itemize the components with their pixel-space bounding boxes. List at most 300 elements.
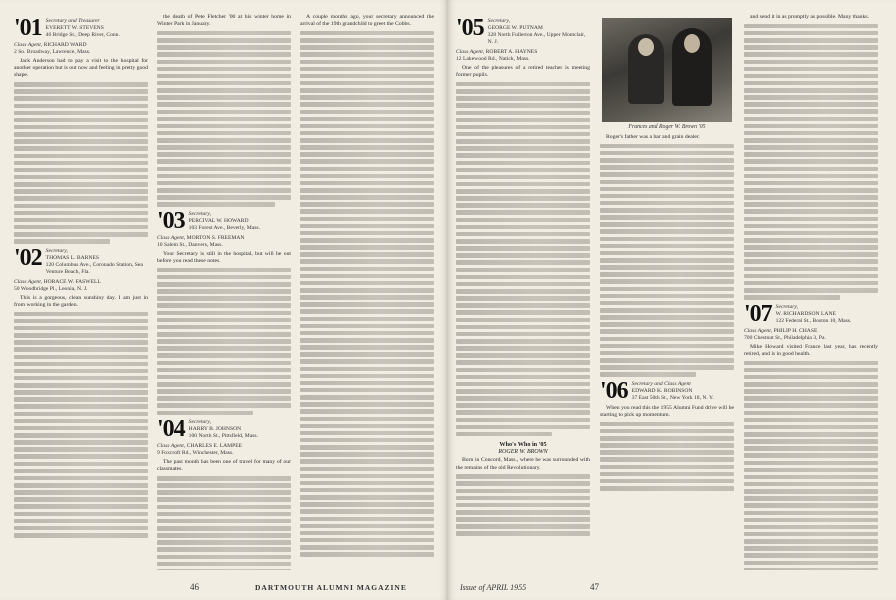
- text-line: [600, 279, 734, 284]
- text-line: [456, 303, 590, 308]
- text-line: [157, 52, 291, 57]
- text-line: [14, 483, 148, 488]
- text-line: [300, 88, 434, 93]
- text-line: [456, 410, 590, 415]
- text-line: [14, 426, 148, 431]
- text-line: [456, 489, 590, 494]
- text-line: [600, 144, 734, 149]
- class-number: '03: [157, 207, 185, 234]
- text-line: [157, 81, 291, 86]
- text-line: [157, 562, 291, 567]
- text-line: [14, 504, 148, 509]
- text-line: [157, 332, 291, 337]
- class-number: '04: [157, 416, 185, 443]
- secretary-address: 120 Columbus Ave., Coronado Station, Sea Venture Beach, Fla.: [45, 261, 143, 275]
- text-line: [300, 195, 434, 200]
- text-line: [14, 204, 148, 209]
- text-line: [157, 174, 291, 179]
- text-line: [456, 225, 590, 230]
- text-line: [157, 361, 291, 366]
- class-number: '07: [744, 300, 772, 327]
- text-line: [744, 568, 878, 570]
- text-line: [456, 132, 590, 137]
- text-line: [14, 369, 148, 374]
- text-line: [157, 31, 291, 36]
- text-line: [600, 294, 734, 299]
- agent-label: Class Agent,: [157, 443, 186, 450]
- text-line: [14, 211, 148, 216]
- text-line: [456, 139, 590, 144]
- agent-label: Class Agent,: [14, 278, 43, 285]
- text-line: [456, 339, 590, 344]
- text-line: [600, 151, 734, 156]
- text-line: [600, 308, 734, 313]
- text-line: [744, 539, 878, 544]
- text-line: [600, 187, 734, 192]
- text-line: [300, 331, 434, 336]
- text-line: [157, 74, 291, 79]
- text-line: [14, 347, 148, 352]
- text-line: [157, 325, 291, 330]
- text-line: [300, 517, 434, 522]
- text-line: [157, 318, 291, 323]
- class-header-02: [14, 244, 148, 276]
- class-number: '01: [14, 15, 42, 41]
- text-line: [456, 425, 590, 430]
- text-line: [744, 102, 878, 107]
- text-line: [300, 52, 434, 57]
- text-line: [744, 217, 878, 222]
- agent-label: Class Agent,: [157, 234, 186, 241]
- portrait-photo: [602, 18, 732, 122]
- face-man: [684, 34, 700, 53]
- text-line: [456, 531, 590, 536]
- text-line: [157, 195, 291, 200]
- text-line: [300, 274, 434, 279]
- photo-caption: Frances and Roger W. Brown '05: [628, 124, 706, 130]
- text-line: [14, 326, 148, 331]
- text-line: [157, 497, 291, 502]
- text-line: [300, 409, 434, 414]
- text-line: [300, 395, 434, 400]
- right-column-3: [744, 14, 878, 570]
- text-line: [600, 472, 734, 477]
- text-line: [456, 168, 590, 173]
- text-line: [456, 360, 590, 365]
- secretary-name: EVERETT W. STEVENS: [45, 25, 104, 31]
- text-line: [744, 45, 878, 50]
- body-paragraph: Your Secretary is still in the hospital, but will be out before you read these notes.: [157, 250, 291, 264]
- text-line: [157, 303, 291, 308]
- text-line: [157, 268, 291, 273]
- text-line: [14, 383, 148, 388]
- text-line: [300, 467, 434, 472]
- text-line: [300, 488, 434, 493]
- text-line: [157, 181, 291, 186]
- text-line: [456, 332, 590, 337]
- text-line: [14, 196, 148, 201]
- text-line: [600, 450, 734, 455]
- text-line: [744, 361, 878, 366]
- agent-label: Class Agent,: [456, 49, 485, 55]
- text-line: [744, 124, 878, 129]
- body-paragraph: When you read this the 1955 Alumni Fund drive will be starting to pick up momentum.: [600, 404, 734, 418]
- class-header-01: [14, 15, 148, 41]
- text-line: [300, 60, 434, 65]
- text-line: [456, 182, 590, 187]
- text-line: [456, 310, 590, 315]
- text-line: [300, 209, 434, 214]
- secretary-name: PERCIVAL W. HOWARD: [188, 217, 249, 224]
- text-line: [300, 159, 434, 164]
- text-line: [456, 296, 590, 301]
- text-line: [14, 232, 148, 237]
- text-line: [14, 433, 148, 438]
- text-line: [157, 476, 291, 481]
- text-line: [14, 111, 148, 116]
- text-line: [456, 368, 590, 373]
- text-line: [14, 333, 148, 338]
- secretary-role: Secretary,: [188, 210, 211, 217]
- text-line: [300, 424, 434, 429]
- secretary-address: 46 Bridge St., Deep River, Conn.: [45, 32, 120, 38]
- text-line: [744, 482, 878, 487]
- secretary-name: EDWARD K. ROBINSON: [631, 387, 693, 394]
- text-line: [14, 412, 148, 417]
- text-line: [157, 124, 291, 129]
- text-line: [14, 225, 148, 230]
- right-column-2: [600, 14, 734, 570]
- text-line: [14, 239, 110, 244]
- secretary-name: THOMAS L. BARNES: [45, 254, 99, 261]
- text-line: [157, 117, 291, 122]
- text-line: [744, 461, 878, 466]
- text-line: [744, 74, 878, 79]
- text-line: [744, 67, 878, 72]
- text-line: [157, 131, 291, 136]
- text-line: [300, 367, 434, 372]
- text-line: [744, 24, 878, 29]
- text-line: [14, 490, 148, 495]
- text-line: [14, 154, 148, 159]
- text-line: [300, 181, 434, 186]
- text-line: [300, 452, 434, 457]
- text-line: [744, 238, 878, 243]
- text-line: [456, 268, 590, 273]
- secretary-address: 103 Forest Ave., Beverly, Mass.: [188, 224, 260, 231]
- text-line: [14, 161, 148, 166]
- text-line: [744, 475, 878, 480]
- text-line: [157, 289, 291, 294]
- class-header-06: [600, 377, 734, 404]
- text-line: [744, 489, 878, 494]
- text-line: [300, 110, 434, 115]
- body-paragraph: and send it in as promptly as possible. Many thanks.: [750, 14, 869, 20]
- text-line: [157, 282, 291, 287]
- text-line: [157, 339, 291, 344]
- text-line: [300, 117, 434, 122]
- text-line: [157, 95, 291, 100]
- text-line: [744, 532, 878, 537]
- text-line: [14, 469, 148, 474]
- text-line: [157, 569, 291, 570]
- text-line: [157, 88, 291, 93]
- secretary-address: 100 North St., Pittsfield, Mass.: [188, 433, 258, 440]
- text-line: [157, 411, 253, 416]
- text-line: [14, 96, 148, 101]
- text-line: [456, 481, 590, 486]
- text-line: [744, 31, 878, 36]
- text-line: [157, 110, 291, 115]
- text-line: [456, 96, 590, 101]
- text-line: [600, 158, 734, 163]
- text-line: [744, 109, 878, 114]
- text-line: [744, 403, 878, 408]
- text-line: [157, 389, 291, 394]
- text-line: [744, 518, 878, 523]
- text-line: [744, 224, 878, 229]
- body-paragraph: Jack Anderson had to pay a visit to the hospital for another operation but is out now and feeling in pretty good shape.: [14, 58, 148, 79]
- text-line: [744, 60, 878, 65]
- text-line: [157, 403, 291, 408]
- text-line: [157, 145, 291, 150]
- text-line: [300, 267, 434, 272]
- text-line: [14, 526, 148, 531]
- text-line: [14, 404, 148, 409]
- text-line: [157, 382, 291, 387]
- text-line: [14, 132, 148, 137]
- agent-label: Class Agent,: [14, 42, 43, 48]
- text-line: [600, 287, 734, 292]
- text-line: [456, 175, 590, 180]
- text-line: [300, 324, 434, 329]
- secretary-role: Secretary and Class Agent: [631, 380, 691, 387]
- text-line: [600, 372, 696, 377]
- class-number: '05: [456, 15, 484, 41]
- text-line: [744, 546, 878, 551]
- text-line: [300, 131, 434, 136]
- text-line: [456, 496, 590, 501]
- text-line: [744, 288, 878, 293]
- agent-address: 700 Chestnut St., Philadelphia 3, Pa.: [744, 334, 826, 341]
- text-line: [744, 553, 878, 558]
- body-paragraph: One of the pleasures of a retired teacher is meeting former pupils.: [456, 65, 590, 79]
- text-line: [744, 159, 878, 164]
- secretary-name: W. RICHARDSON LANE: [775, 310, 836, 317]
- text-line: [300, 302, 434, 307]
- text-line: [14, 512, 148, 517]
- text-line: [456, 275, 590, 280]
- text-line: [300, 167, 434, 172]
- text-line: [14, 189, 148, 194]
- text-line: [157, 346, 291, 351]
- text-line: [157, 159, 291, 164]
- text-line: [744, 425, 878, 430]
- text-line: [300, 388, 434, 393]
- text-line: [300, 402, 434, 407]
- secretary-role: Secretary,: [45, 247, 68, 254]
- text-line: [600, 180, 734, 185]
- text-line: [456, 153, 590, 158]
- text-line: [744, 181, 878, 186]
- text-line: [456, 510, 590, 515]
- text-line: [744, 231, 878, 236]
- secretary-address: 328 North Fullerton Ave., Upper Montclair, N. J.: [487, 32, 586, 45]
- text-line: [600, 358, 734, 363]
- text-line: [744, 396, 878, 401]
- text-line: [14, 447, 148, 452]
- text-line: [744, 382, 878, 387]
- text-line: [14, 104, 148, 109]
- left-column-1: [14, 14, 148, 570]
- text-line: [14, 125, 148, 130]
- text-line: [14, 476, 148, 481]
- text-line: [300, 359, 434, 364]
- secretary-role: Secretary,: [188, 419, 211, 426]
- text-line: [300, 259, 434, 264]
- page-number: 47: [590, 582, 599, 592]
- class-number: '02: [14, 244, 42, 271]
- text-line: [157, 45, 291, 50]
- text-line: [300, 338, 434, 343]
- text-line: [600, 465, 734, 470]
- text-line: [744, 145, 878, 150]
- text-line: [456, 289, 590, 294]
- body-paragraph: A couple months ago, your secretary announced the arrival of the 19th grandchild to greet the Cobbs.: [300, 14, 434, 28]
- text-line: [744, 439, 878, 444]
- text-line: [300, 281, 434, 286]
- text-line: [157, 138, 291, 143]
- text-line: [300, 145, 434, 150]
- text-line: [744, 503, 878, 508]
- text-line: [157, 396, 291, 401]
- text-line: [744, 95, 878, 100]
- text-line: [456, 403, 590, 408]
- text-line: [456, 82, 590, 87]
- text-line: [157, 483, 291, 488]
- text-line: [744, 38, 878, 43]
- text-line: [14, 497, 148, 502]
- text-line: [456, 246, 590, 251]
- text-line: [600, 251, 734, 256]
- text-line: [744, 138, 878, 143]
- text-line: [456, 389, 590, 394]
- class-number: '06: [600, 377, 628, 404]
- text-line: [300, 317, 434, 322]
- agent-name: MORTON S. FREEMAN: [186, 234, 245, 241]
- text-line: [456, 318, 590, 323]
- text-line: [300, 152, 434, 157]
- text-line: [744, 418, 878, 423]
- text-line: [300, 502, 434, 507]
- text-line: [300, 295, 434, 300]
- text-line: [300, 352, 434, 357]
- text-line: [157, 67, 291, 72]
- text-line: [456, 196, 590, 201]
- text-line: [157, 533, 291, 538]
- right-page: [448, 0, 896, 600]
- text-line: [14, 118, 148, 123]
- text-line: [157, 547, 291, 552]
- magazine-title: DARTMOUTH ALUMNI MAGAZINE: [255, 583, 407, 592]
- text-line: [456, 346, 590, 351]
- text-line: [456, 353, 590, 358]
- text-line: [744, 131, 878, 136]
- left-column-2: [157, 14, 291, 570]
- body-paragraph: the death of Pete Fletcher '00 at his winter home in Winter Park in January.: [157, 14, 291, 28]
- agent-address: 2 So. Broadway, Lawrence, Mass.: [14, 49, 91, 55]
- text-line: [157, 512, 291, 517]
- text-line: [300, 531, 434, 536]
- text-line: [14, 454, 148, 459]
- text-line: [14, 146, 148, 151]
- text-line: [300, 174, 434, 179]
- text-line: [14, 139, 148, 144]
- text-line: [300, 374, 434, 379]
- text-line: [14, 362, 148, 367]
- text-line: [157, 490, 291, 495]
- text-line: [600, 486, 734, 491]
- agent-name: RICHARD WARD: [43, 42, 87, 48]
- text-line: [300, 188, 434, 193]
- text-line: [744, 432, 878, 437]
- text-line: [300, 45, 434, 50]
- text-line: [600, 365, 734, 370]
- text-line: [600, 165, 734, 170]
- secretary-role: Secretary,: [775, 303, 798, 310]
- text-line: [157, 311, 291, 316]
- text-line: [300, 224, 434, 229]
- text-line: [456, 260, 590, 265]
- text-line: [14, 175, 148, 180]
- text-line: [600, 244, 734, 249]
- whos-who-heading: Who's Who in '05: [499, 441, 547, 449]
- text-line: [456, 282, 590, 287]
- text-line: [456, 239, 590, 244]
- text-line: [300, 67, 434, 72]
- text-line: [744, 52, 878, 57]
- text-line: [744, 453, 878, 458]
- text-line: [600, 229, 734, 234]
- agent-address: 50 Woodbridge Pl., Leonia, N. J.: [14, 285, 88, 292]
- text-line: [157, 353, 291, 358]
- text-line: [744, 561, 878, 566]
- text-line: [300, 238, 434, 243]
- text-line: [456, 232, 590, 237]
- text-line: [456, 111, 590, 116]
- text-line: [456, 118, 590, 123]
- text-line: [744, 411, 878, 416]
- text-line: [14, 82, 148, 87]
- whos-who-name: ROGER W. BROWN: [498, 449, 548, 456]
- agent-name: CHARLES E. LAMPEE: [186, 443, 243, 450]
- text-line: [157, 555, 291, 560]
- text-line: [600, 237, 734, 242]
- text-line: [600, 201, 734, 206]
- text-line: [456, 503, 590, 508]
- text-line: [157, 368, 291, 373]
- text-line: [14, 419, 148, 424]
- text-line: [300, 474, 434, 479]
- text-line: [14, 218, 148, 223]
- text-line: [456, 382, 590, 387]
- text-line: [14, 533, 148, 538]
- agent-address: 10 Salem St., Danvers, Mass.: [157, 241, 223, 248]
- agent-address: 12 Lakewood Rd., Natick, Mass.: [456, 56, 530, 62]
- text-line: [300, 524, 434, 529]
- text-line: [600, 272, 734, 277]
- text-line: [600, 344, 734, 349]
